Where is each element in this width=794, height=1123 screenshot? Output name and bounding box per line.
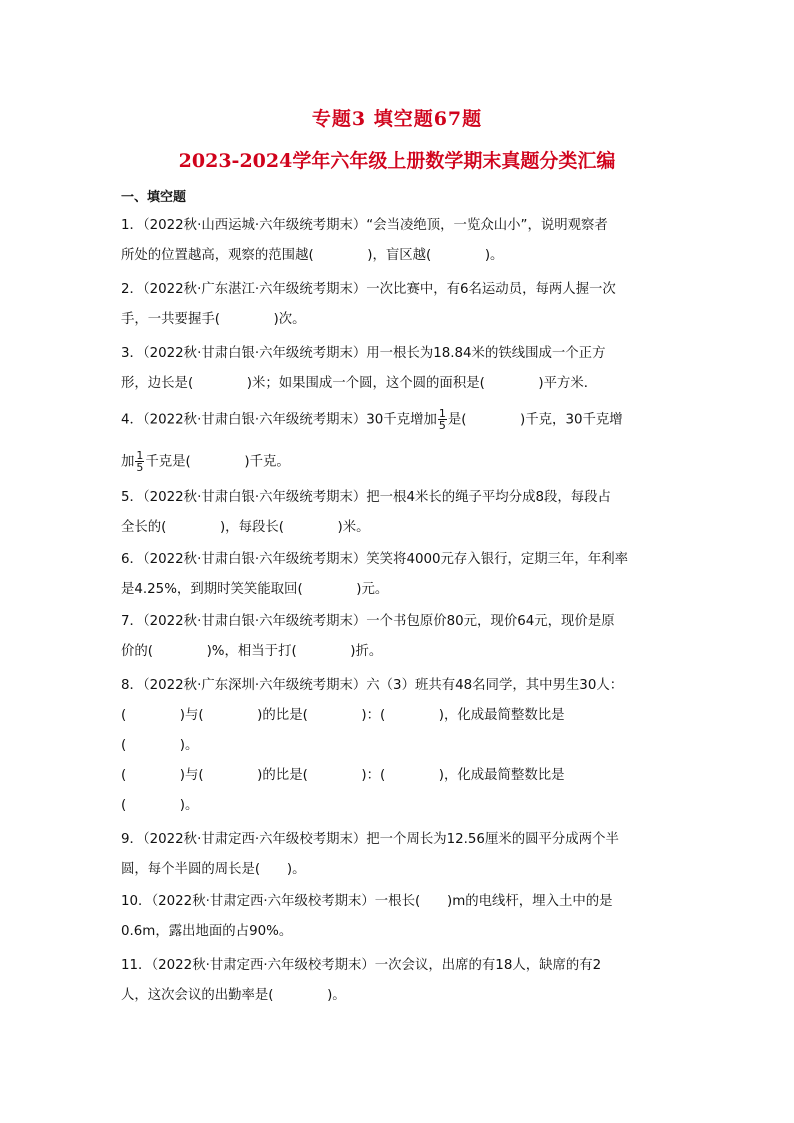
- question-5-line-2: 全长的( )，每段长( )米。: [121, 520, 370, 535]
- question-10-line-2: 0.6m，露出地面的占90%。: [121, 924, 293, 939]
- question-3-line-2: 形，边长是( )米；如果围成一个圆，这个圆的面积是( )平方米．: [121, 376, 598, 391]
- question-9-line-2: 圆，每个半圆的周长是( )。: [121, 862, 306, 877]
- question-8-line-5: ( )。: [121, 798, 199, 813]
- question-8-line-2: ( )与( )的比是( )：( )，化成最简整数比是: [121, 708, 565, 723]
- question-4-text-d: 千克是( )千克。: [145, 454, 290, 470]
- question-4-line-2: [121, 450, 290, 473]
- fraction-one-fifth: [135, 450, 144, 473]
- question-8-line-4: ( )与( )的比是( )：( )，化成最简整数比是: [121, 768, 565, 783]
- fraction-denominator: 5: [438, 419, 446, 432]
- question-3-line-1: 3．（2022秋·甘肃白银·六年级统考期末）用一根长为18.84米的铁线围成一个正方: [121, 346, 606, 361]
- question-8-line-1: 8．（2022秋·广东深圳·六年级统考期末）六（3）班共有48名同学，其中男生30人：: [121, 678, 624, 693]
- question-6-line-1: 6．（2022秋·甘肃白银·六年级统考期末）笑笑将4000元存入银行，定期三年，年利率: [121, 552, 628, 567]
- question-2-line-1: 2．（2022秋·广东湛江·六年级统考期末）一次比赛中，有6名运动员，每两人握一次: [121, 282, 616, 297]
- question-4-text-a: 4．（2022秋·甘肃白银·六年级统考期末）30千克增加: [121, 412, 437, 428]
- question-11-line-1: 11．（2022秋·甘肃定西·六年级校考期末）一次会议，出席的有18人，缺席的有2: [121, 958, 602, 973]
- question-4-line-1: [121, 408, 623, 431]
- document-subtitle: 2023-2024学年六年级上册数学期末真题分类汇编: [178, 150, 616, 172]
- question-4-text-c: 加: [121, 454, 135, 470]
- document-title: 专题3 填空题67题: [311, 108, 483, 130]
- question-7-line-1: 7．（2022秋·甘肃白银·六年级统考期末）一个书包原价80元，现价64元，现价是原: [121, 614, 615, 629]
- question-8-line-3: ( )。: [121, 738, 199, 753]
- question-2-line-2: 手，一共要握手( )次。: [121, 312, 306, 327]
- fraction-numerator: 1: [438, 407, 446, 420]
- fraction-numerator: 1: [136, 449, 144, 462]
- fraction-denominator: 5: [136, 461, 144, 474]
- question-11-line-2: 人，这次会议的出勤率是( )。: [121, 988, 346, 1003]
- question-1-line-1: 1．（2022秋·山西运城·六年级统考期末）“会当凌绝顶，一览众山小”，说明观察者: [121, 218, 608, 233]
- question-5-line-1: 5．（2022秋·甘肃白银·六年级统考期末）把一根4米长的绳子平均分成8段，每段占: [121, 490, 611, 505]
- question-1-line-2: 所处的位置越高，观察的范围越( )，盲区越( )。: [121, 248, 504, 263]
- question-4-text-b: 是( )千克，30千克增: [447, 412, 623, 428]
- section-heading: 一、填空题: [121, 190, 187, 205]
- question-10-line-1: 10．（2022秋·甘肃定西·六年级校考期末）一根长( )m的电线杆，埋入土中的是: [121, 894, 613, 909]
- fraction-one-fifth: [438, 408, 447, 431]
- question-9-line-1: 9．（2022秋·甘肃定西·六年级校考期末）把一个周长为12.56厘米的圆平分成两个半: [121, 832, 619, 847]
- question-6-line-2: 是4.25%，到期时笑笑能取回( )元。: [121, 582, 389, 597]
- question-7-line-2: 价的( )%，相当于打( )折。: [121, 644, 383, 659]
